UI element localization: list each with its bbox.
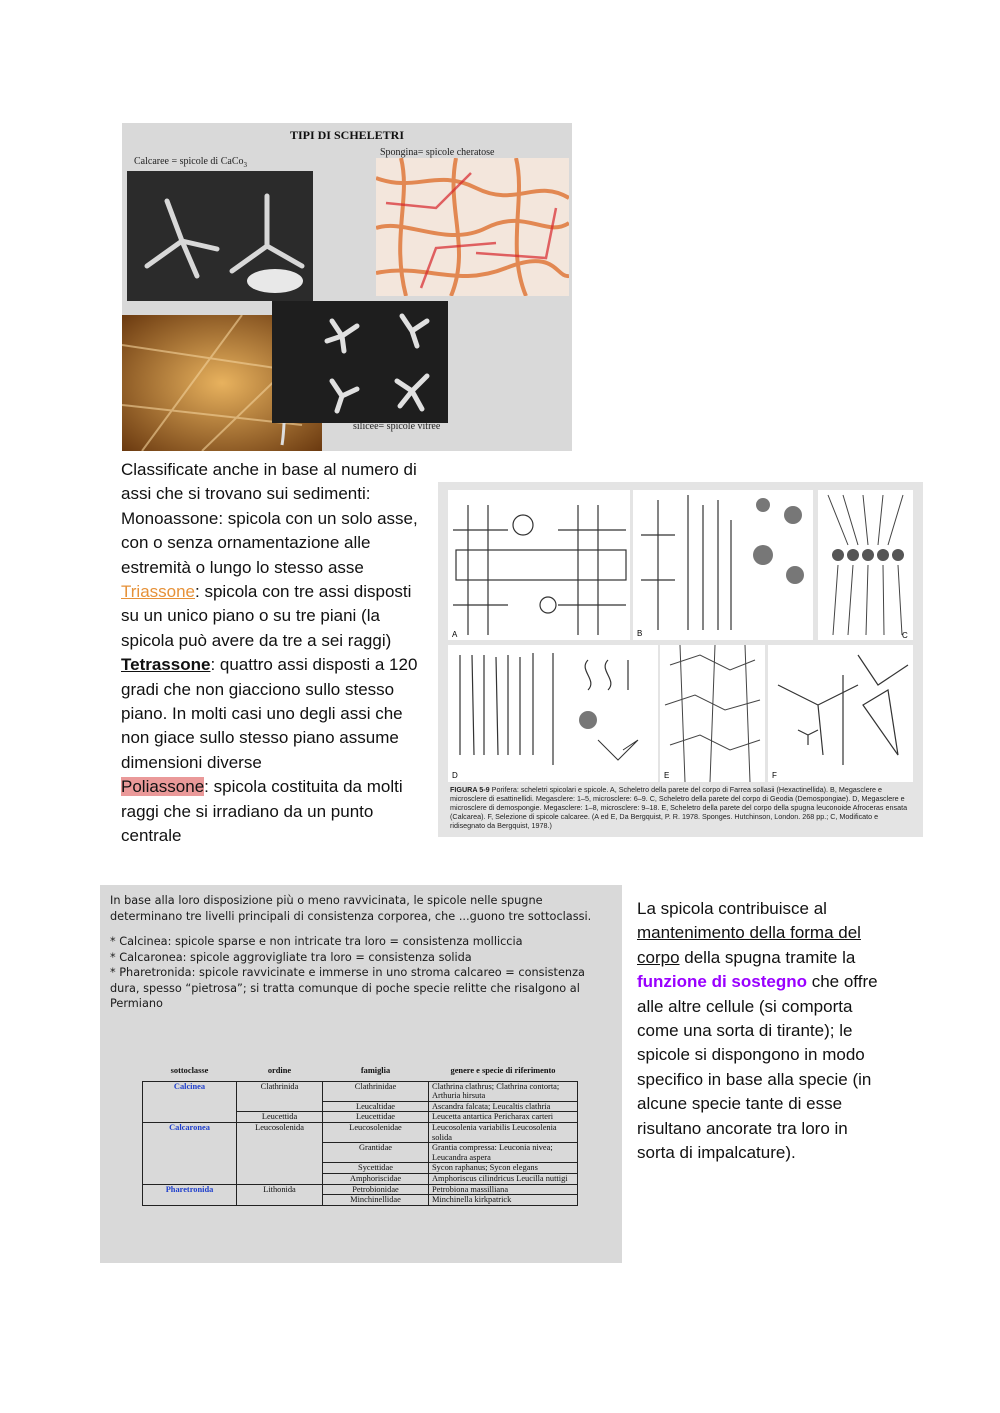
- consistency-intro: [110, 893, 615, 1012]
- table-row: Calcaronea Leucosolenida Leucosolenidae Leucosolenia variabilis Leucosolenia solida: [143, 1122, 578, 1142]
- cell-calcaronea: Calcaronea: [143, 1122, 237, 1184]
- subclass-table-figure: [100, 885, 622, 1263]
- spongin-fibers-photo: [376, 158, 569, 296]
- spicule-function-text: [637, 897, 882, 1165]
- figure-title: TIPI DI SCHELETRI: [289, 128, 405, 142]
- bullet-calcaronea: * Calcaronea: spicole aggrovigliate tra loro = consistenza solida: [110, 950, 472, 964]
- panel-label-c: C: [902, 631, 908, 640]
- panel-c-drawing: [818, 490, 913, 640]
- table-row: Minchinellidae Minchinella kirkpatrick: [143, 1195, 578, 1206]
- spicule-drawings-figure: [438, 482, 923, 837]
- bullet-calcinea: * Calcinea: spicole sparse e non intricate tra loro = consistenza molliccia: [110, 935, 523, 948]
- col-ordine: ordine: [237, 1065, 323, 1081]
- tetrassone-term: Tetrassone: [121, 655, 211, 675]
- intro-paragraph: Classificate anche in base al numero di assi che si trovano sui sedimenti:: [121, 460, 417, 504]
- table-row: Leucaltidae Ascandra falcata; Leucaltis clathria: [143, 1101, 578, 1112]
- panel-f-drawing: [768, 645, 913, 782]
- panel-a-drawing: [448, 490, 630, 640]
- tetrassone-paragraph: Tetrassone: quattro assi disposti a 120 gradi che non giacciono sullo stesso piano. In molti casi uno degli assi che non giace sullo stesso piano assume dimensioni diverse: [121, 655, 418, 772]
- table-row: Leucettida Leucettidae Leucetta antartica Pericharax carteri: [143, 1112, 578, 1123]
- table-row: Calcinea Clathrinida Clathrinidae Clathrina clathrus; Clathrina contorta; Arthuria hirsuta: [143, 1081, 578, 1101]
- panel-d-drawing: [448, 645, 658, 782]
- panel-label-d: D: [452, 771, 458, 780]
- poliassone-term: Poliassone: [121, 777, 205, 797]
- bullet-pharetronida: * Pharetronida: spicole ravvicinate e immerse in uno stroma calcareo = consistenza dura, spesso “pietrosa”; si tratta comunque di poche specie relitte che risalgono al Permiano: [110, 966, 585, 1010]
- support-function-term: funzione di sostegno: [637, 972, 807, 992]
- table-row: Grantidae Grantia compressa: Leuconia nivea; Leucandra aspera: [143, 1143, 578, 1163]
- panel-label-e: E: [664, 771, 670, 780]
- table-row: Pharetronida Lithonida Petrobionidae Petrobiona massilliana: [143, 1184, 578, 1195]
- silicee-label: silicee= spicole vitree: [353, 421, 441, 432]
- poliassone-paragraph: Poliassone: spicola costituita da molti raggi che si irradiano da un punto centrale: [121, 777, 403, 846]
- table-header-row: [143, 1065, 578, 1081]
- axis-classification-text: [121, 458, 431, 849]
- cell-calcinea: Calcinea: [143, 1081, 237, 1122]
- panel-b-drawing: [633, 490, 813, 640]
- col-famiglia: famiglia: [323, 1065, 429, 1081]
- function-paragraph: La spicola contribuisce al mantenimento della forma del corpo della spugna tramite la funzione di sostegno che offre alle altre cellule (si comporta come una sorta di tirante); le spicole si dispongono in modo specifico in base alla specie (in alcune specie tante di esse risultano ancorate tra loro in sorta di impalcature).: [637, 899, 878, 1163]
- col-sottoclasse: sottoclasse: [143, 1065, 237, 1081]
- intro-line: In base alla loro disposizione più o meno ravvicinata, le spicole nelle spugne determinano tre livelli principali di consistenza corporea, che ...guono tre sottoclassi.: [110, 894, 592, 923]
- siliceous-spicules-photo: [272, 301, 448, 423]
- panel-e-drawing: [660, 645, 765, 782]
- table-row: Sycettidae Sycon raphanus; Sycon elegans: [143, 1163, 578, 1174]
- spongina-label: Spongina= spicole cheratose: [380, 147, 495, 158]
- shape-maintenance-term: mantenimento della forma del corpo: [637, 923, 861, 967]
- table-row: Amphoriscidae Amphoriscus cilindricus Leucilla nuttigi: [143, 1173, 578, 1184]
- figure-caption: FIGURA 5-9 Porifera: scheletri spicolari e spicole. A, Scheletro della parete del corpo di Farrea sollasii (Hexactinellida). B, Megasclere e microsclere di esattinellidi. Megasclere: 1–5, microsclere: 6–9. C, Scheletro della parete del corpo di Geodia (Demospongiae). D, Megasclere e microsclere di demospongie. Megasclere: 1–8, microsclere: 9–18. E, Scheletro della parete del corpo della spugna leuconoide Afroceras ensata (Calcarea). F, Selezione di spicole calcaree. (A ed E, Da Bergquist, P. R. 1978. Sponges. Hutchinson, London. 268 pp.; C, Modificato e ridisegnato da Bergquist, 1978.): [450, 785, 908, 830]
- monoassone-paragraph: Monoassone: spicola con un solo asse, con o senza ornamentazione alle estremità o lungo lo stesso asse: [121, 508, 418, 577]
- triassone-link[interactable]: Triassone: [121, 582, 196, 602]
- subclass-table: [142, 1065, 578, 1206]
- calcareous-spicules-photo: [127, 171, 313, 301]
- calcaree-label: Calcaree = spicole di CaCo$_3$: [134, 156, 247, 169]
- skeleton-types-figure: [122, 123, 572, 451]
- panel-label-a: A: [452, 630, 458, 639]
- panel-label-f: F: [772, 771, 777, 780]
- panel-label-b: B: [637, 629, 643, 638]
- cell-pharetronida: Pharetronida: [143, 1184, 237, 1205]
- col-genere-specie: genere e specie di riferimento: [429, 1065, 578, 1081]
- triassone-paragraph: Triassone: spicola con tre assi disposti su un unico piano o su tre piani (la spicola può avere da tre a sei raggi): [121, 582, 412, 650]
